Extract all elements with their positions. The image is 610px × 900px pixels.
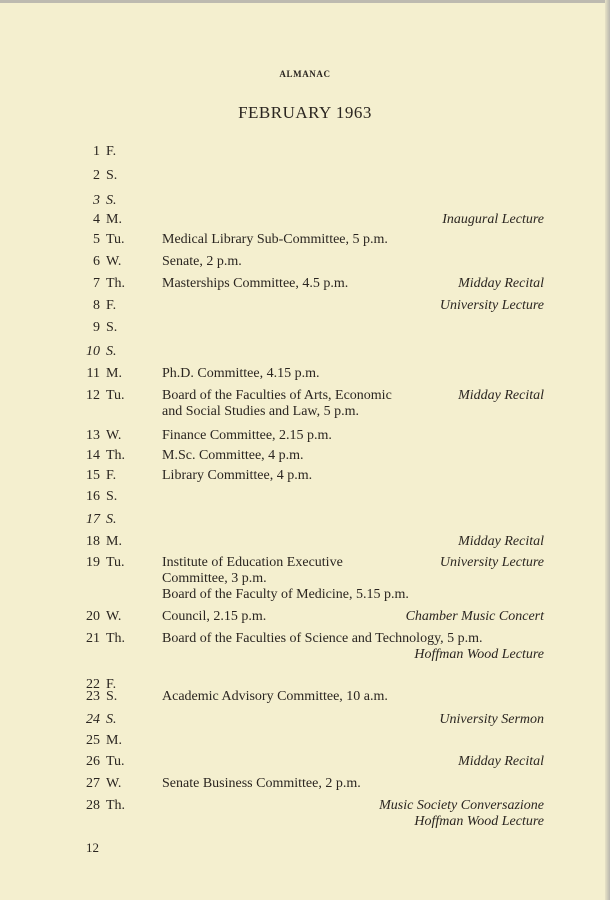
- weekday: W.: [106, 776, 122, 791]
- day-number: 2: [93, 168, 100, 183]
- event-text: Board of the Faculty of Medicine, 5.15 p.m.: [162, 587, 409, 602]
- day-number: 6: [93, 254, 100, 269]
- public-event-text: Inaugural Lecture: [442, 212, 544, 227]
- public-event-text: University Sermon: [439, 712, 544, 727]
- public-event-text: Midday Recital: [458, 388, 544, 403]
- public-event-text: Midday Recital: [458, 534, 544, 549]
- weekday: Th.: [106, 448, 126, 463]
- public-event-list: [414, 631, 544, 663]
- day-number: 17: [86, 512, 100, 527]
- weekday: Tu.: [106, 388, 125, 403]
- public-event-text: Midday Recital: [458, 754, 544, 769]
- day-number: 23: [86, 689, 100, 704]
- weekday: F.: [106, 298, 117, 313]
- weekday: M.: [106, 534, 122, 549]
- public-event-text: [414, 631, 544, 647]
- weekday: Tu.: [106, 555, 125, 570]
- day-number: 24: [86, 712, 100, 727]
- weekday: S.: [106, 344, 117, 359]
- public-event-list: [406, 609, 544, 625]
- event-text: Finance Committee, 2.15 p.m.: [162, 428, 332, 443]
- event-list: [162, 776, 532, 792]
- day-number: 28: [86, 798, 100, 813]
- weekday: M.: [106, 212, 122, 227]
- weekday: Th.: [106, 631, 126, 646]
- weekday: M.: [106, 733, 122, 748]
- event-list: [162, 232, 532, 248]
- public-event-list: [458, 276, 544, 292]
- event-text: Board of the Faculties of Arts, Economic: [162, 388, 392, 403]
- weekday: S.: [106, 712, 117, 727]
- day-number: 9: [93, 320, 100, 335]
- weekday: F.: [106, 144, 117, 159]
- event-text: Committee, 3 p.m.: [162, 571, 267, 586]
- day-number: 20: [86, 609, 100, 624]
- public-event-list: [458, 754, 544, 770]
- public-event-text: University Lecture: [439, 555, 544, 570]
- day-number: 1: [93, 144, 100, 159]
- weekday: W.: [106, 609, 122, 624]
- event-text: Senate Business Committee, 2 p.m.: [162, 776, 361, 791]
- public-event-list: [442, 212, 544, 228]
- event-text: Institute of Education Executive: [162, 555, 343, 570]
- public-event-text: Hoffman Wood Lecture: [414, 814, 544, 829]
- event-list: [162, 366, 532, 382]
- event-list: [162, 428, 532, 444]
- day-number: 4: [93, 212, 100, 227]
- day-number: 19: [86, 555, 100, 570]
- public-event-text: Chamber Music Concert: [405, 609, 544, 624]
- event-list: [162, 689, 532, 705]
- event-text: Academic Advisory Committee, 10 a.m.: [162, 689, 388, 704]
- public-event-list: [440, 555, 544, 571]
- day-number: 3: [93, 193, 100, 208]
- weekday: S.: [106, 320, 118, 335]
- public-event-list: [458, 388, 544, 404]
- weekday: Th.: [106, 276, 126, 291]
- event-text: Masterships Committee, 4.5 p.m.: [162, 276, 349, 291]
- day-number: 21: [86, 631, 100, 646]
- day-number: 15: [86, 468, 100, 483]
- day-number: 26: [86, 754, 100, 769]
- event-text: Medical Library Sub-Committee, 5 p.m.: [162, 232, 388, 247]
- event-list: [162, 468, 532, 484]
- day-number: 7: [93, 276, 100, 291]
- weekday: S.: [106, 489, 118, 504]
- public-event-list: [458, 534, 544, 550]
- day-number: 16: [86, 489, 100, 504]
- day-number: 27: [86, 776, 100, 791]
- public-event-list: [439, 712, 544, 728]
- day-number: 14: [86, 448, 100, 463]
- event-text: and Social Studies and Law, 5 p.m.: [162, 404, 360, 419]
- public-event-text: Hoffman Wood Lecture: [414, 647, 544, 662]
- weekday: W.: [106, 428, 122, 443]
- event-list: [162, 555, 462, 603]
- weekday: S.: [106, 193, 117, 208]
- weekday: F.: [106, 468, 117, 483]
- weekday: Th.: [106, 798, 126, 813]
- weekday: S.: [106, 689, 118, 704]
- event-text: Senate, 2 p.m.: [162, 254, 242, 269]
- day-number: 5: [93, 232, 100, 247]
- day-number: 13: [86, 428, 100, 443]
- weekday: Tu.: [106, 754, 125, 769]
- public-event-text: Music Society Conversazione: [379, 798, 544, 813]
- day-number: 11: [86, 366, 100, 381]
- event-text: Ph.D. Committee, 4.15 p.m.: [162, 366, 320, 381]
- weekday: S.: [106, 168, 118, 183]
- event-text: Council, 2.15 p.m.: [162, 609, 267, 624]
- day-number: 12: [86, 388, 100, 403]
- day-number: 18: [86, 534, 100, 549]
- day-number: 25: [86, 733, 100, 748]
- public-event-text: University Lecture: [439, 298, 544, 313]
- event-text: Board of the Faculties of Science and Technology, 5 p.m.: [162, 631, 483, 646]
- event-list: [162, 388, 462, 420]
- page-top-edge: [0, 0, 610, 3]
- weekday: Tu.: [106, 232, 125, 247]
- weekday: W.: [106, 254, 122, 269]
- page-number: 12: [86, 840, 99, 855]
- day-number: 8: [93, 298, 100, 313]
- event-list: [162, 254, 532, 270]
- day-number: 10: [86, 344, 100, 359]
- event-list: [162, 276, 462, 292]
- weekday: M.: [106, 366, 122, 381]
- event-text: M.Sc. Committee, 4 p.m.: [162, 448, 304, 463]
- page-title: FEBRUARY 1963: [238, 103, 372, 122]
- public-event-text: Midday Recital: [458, 276, 544, 291]
- weekday: F.: [106, 677, 117, 692]
- weekday: S.: [106, 512, 117, 527]
- day-number: 22: [86, 677, 100, 692]
- event-text: Library Committee, 4 p.m.: [162, 468, 313, 483]
- running-header: ALMANAC: [279, 69, 331, 79]
- page-right-edge: [605, 0, 610, 900]
- public-event-list: [440, 298, 544, 314]
- event-list: [162, 448, 532, 464]
- public-event-list: [379, 798, 544, 830]
